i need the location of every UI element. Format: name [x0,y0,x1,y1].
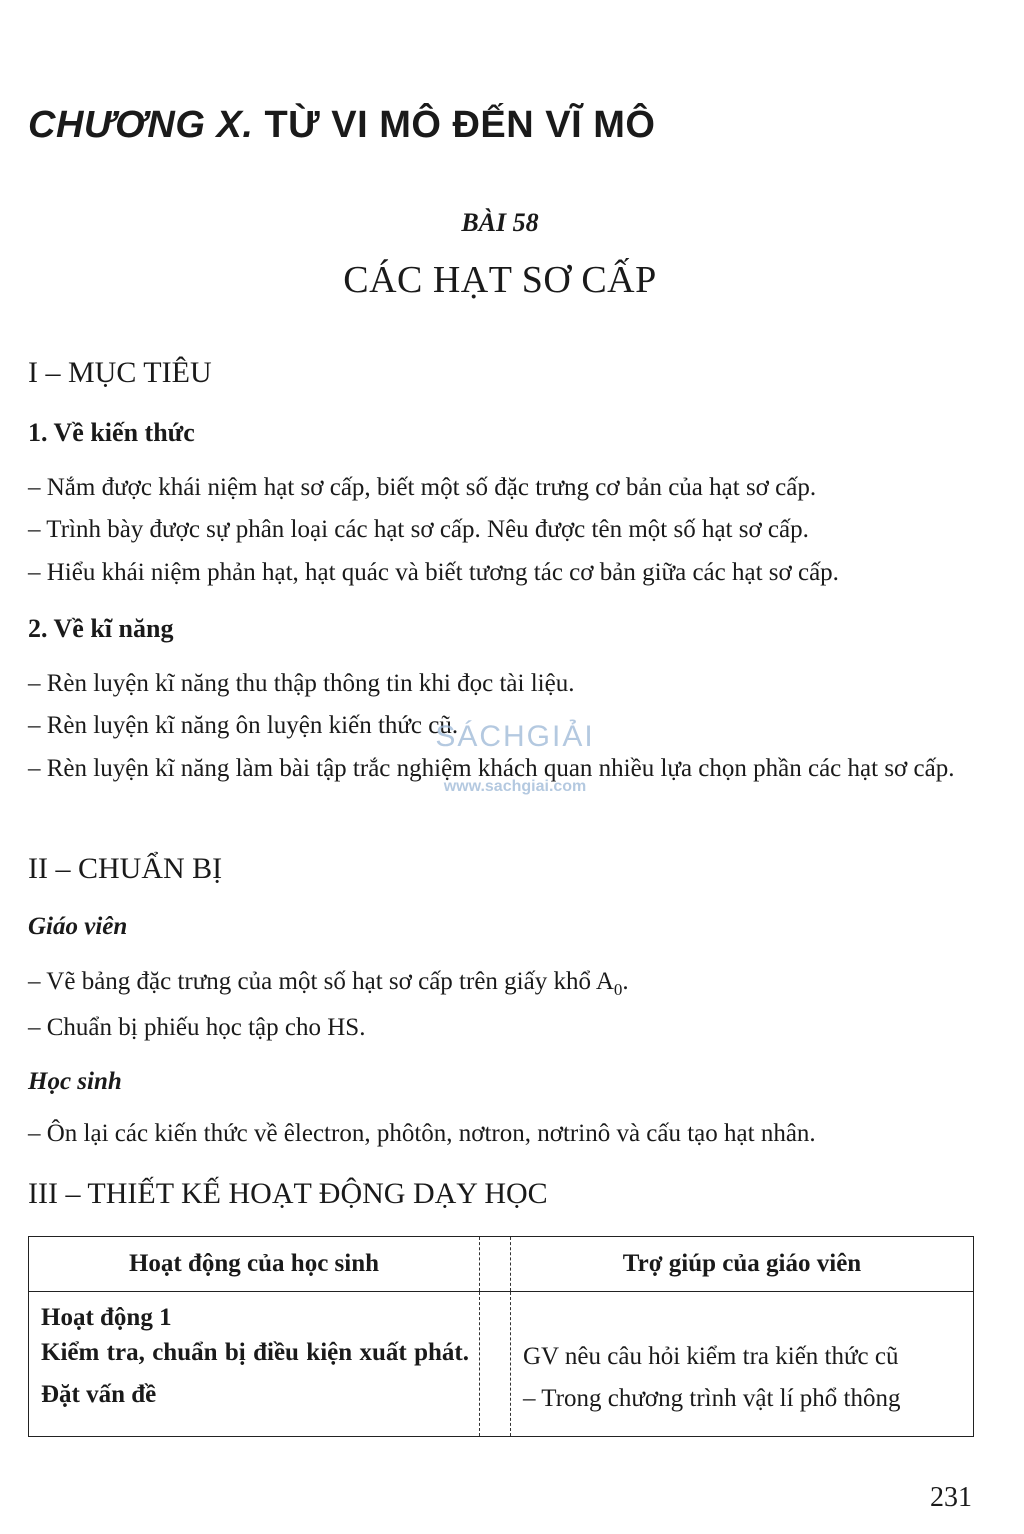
teacher-item-2: – Chuẩn bị phiếu học tập cho HS. [28,1014,366,1041]
col-header-teacher: Trợ giúp của giáo viên [511,1237,974,1292]
chapter-heading [28,104,655,147]
column-divider [480,1237,511,1292]
page-number: 231 [930,1482,972,1513]
activity-table [28,1236,974,1437]
help-line-1: GV nêu câu hỏi kiểm tra kiến thức cũ [523,1343,899,1370]
knowledge-heading: 1. Về kiến thức [28,418,195,447]
student-heading: Học sinh [28,1068,122,1095]
activity-desc: Kiểm tra, chuẩn bị điều kiện xuất phát. Đặt vấn đề [41,1339,469,1408]
activity-title: Hoạt động 1 [41,1304,172,1331]
skills-heading: 2. Về kĩ năng [28,614,174,643]
chapter-title: TỪ VI MÔ ĐẾN VĨ MÔ [264,104,656,146]
teacher-cell [511,1292,974,1437]
teacher-item-1-sub: 0 [613,980,623,999]
teacher-item-1 [28,968,629,1000]
section3-heading: III – THIẾT KẾ HOẠT ĐỘNG DẠY HỌC [28,1177,548,1210]
col-header-student: Hoạt động của học sinh [29,1237,480,1292]
watermark-url: www.sachgiai.com [443,778,587,795]
lesson-title: CÁC HẠT SƠ CẤP [343,259,657,301]
knowledge-item-2: – Trình bày được sự phân loại các hạt sơ cấp. Nêu được tên một số hạt sơ cấp. [28,516,809,543]
teacher-item-1-text: – Vẽ bảng đặc trưng của một số hạt sơ cấp trên giấy khổ A [28,968,614,995]
section2-heading: II – CHUẨN BỊ [28,852,223,885]
watermark-logo: SÁCHGIẢI [435,720,595,753]
lesson-number: BÀI 58 [461,208,539,237]
table-row [29,1292,974,1437]
chapter-lead: CHƯƠNG X. [28,104,254,146]
teacher-item-1-end: . [622,968,629,995]
teacher-heading: Giáo viên [28,913,128,940]
knowledge-item-1: – Nắm được khái niệm hạt sơ cấp, biết một số đặc trưng cơ bản của hạt sơ cấp. [28,474,817,501]
skills-item-3: – Rèn luyện kĩ năng làm bài tập trắc nghiệm khách quan nhiều lựa chọn phần các hạt sơ cấp. [28,755,955,782]
skills-item-2: – Rèn luyện kĩ năng ôn luyện kiến thức cũ. [28,712,459,739]
help-line-2: – Trong chương trình vật lí phổ thông [523,1385,901,1412]
table-header-row [29,1237,974,1292]
watermark [400,720,630,796]
student-item-1: – Ôn lại các kiến thức về êlectron, phôtôn, nơtron, nơtrinô và cấu tạo hạt nhân. [28,1120,816,1147]
student-cell [29,1292,480,1437]
knowledge-item-3: – Hiểu khái niệm phản hạt, hạt quác và biết tương tác cơ bản giữa các hạt sơ cấp. [28,559,839,586]
skills-item-1: – Rèn luyện kĩ năng thu thập thông tin khi đọc tài liệu. [28,670,575,697]
column-divider [480,1292,511,1437]
section1-heading: I – MỤC TIÊU [28,356,212,389]
